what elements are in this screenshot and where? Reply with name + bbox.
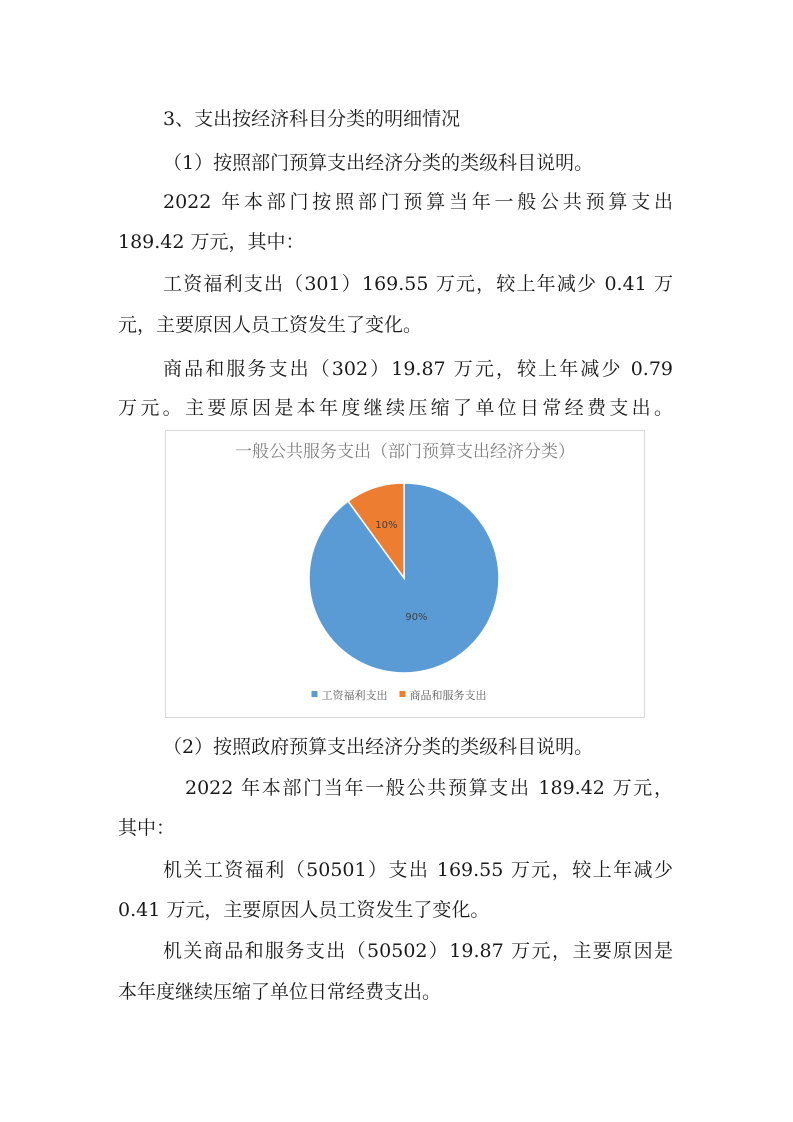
part1-intro-line2: 189.42 万元，其中： bbox=[118, 231, 305, 253]
pie-chart bbox=[165, 430, 645, 718]
section-heading: 3、支出按经济科目分类的明细情况 bbox=[163, 108, 461, 130]
part2-item2-line2: 本年度继续压缩了单位日常经费支出。 bbox=[118, 981, 442, 1003]
part1-item1-line2: 元，主要原因人员工资发生了变化。 bbox=[118, 314, 423, 336]
legend-swatch-1 bbox=[312, 691, 318, 697]
part1-heading: （1）按照部门预算支出经济分类的类级科目说明。 bbox=[163, 152, 594, 174]
part1-item1-line1: 工资福利支出（301）169.55 万元，较上年减少 0.41 万 bbox=[163, 273, 673, 295]
pie-slice-label-1: 90% bbox=[405, 611, 428, 623]
legend-swatch-2 bbox=[400, 691, 406, 697]
chart-title: 一般公共服务支出（部门预算支出经济分类） bbox=[235, 442, 575, 462]
part2-intro-line2: 其中： bbox=[118, 817, 176, 839]
pie-slice-label-2: 10% bbox=[375, 519, 398, 531]
part1-intro-line1: 2022 年本部门按照部门预算当年一般公共预算支出 bbox=[163, 191, 673, 213]
part2-item1-line1: 机关工资福利（50501）支出 169.55 万元，较上年减少 bbox=[163, 859, 673, 881]
part2-heading: （2）按照政府预算支出经济分类的类级科目说明。 bbox=[163, 736, 594, 758]
part2-item2-line1: 机关商品和服务支出（50502）19.87 万元，主要原因是 bbox=[163, 940, 673, 962]
legend-label-2: 商品和服务支出 bbox=[409, 689, 487, 702]
legend-label-1: 工资福利支出 bbox=[321, 689, 388, 702]
part1-item2-line1: 商品和服务支出（302）19.87 万元，较上年减少 0.79 bbox=[163, 358, 673, 380]
part2-item1-line2: 0.41 万元，主要原因人员工资发生了变化。 bbox=[118, 899, 490, 921]
part1-item2-line2: 万元。主要原因是本年度继续压缩了单位日常经费支出。 bbox=[118, 397, 673, 419]
part2-intro-line1: 2022 年本部门当年一般公共预算支出 189.42 万元， bbox=[185, 777, 673, 799]
